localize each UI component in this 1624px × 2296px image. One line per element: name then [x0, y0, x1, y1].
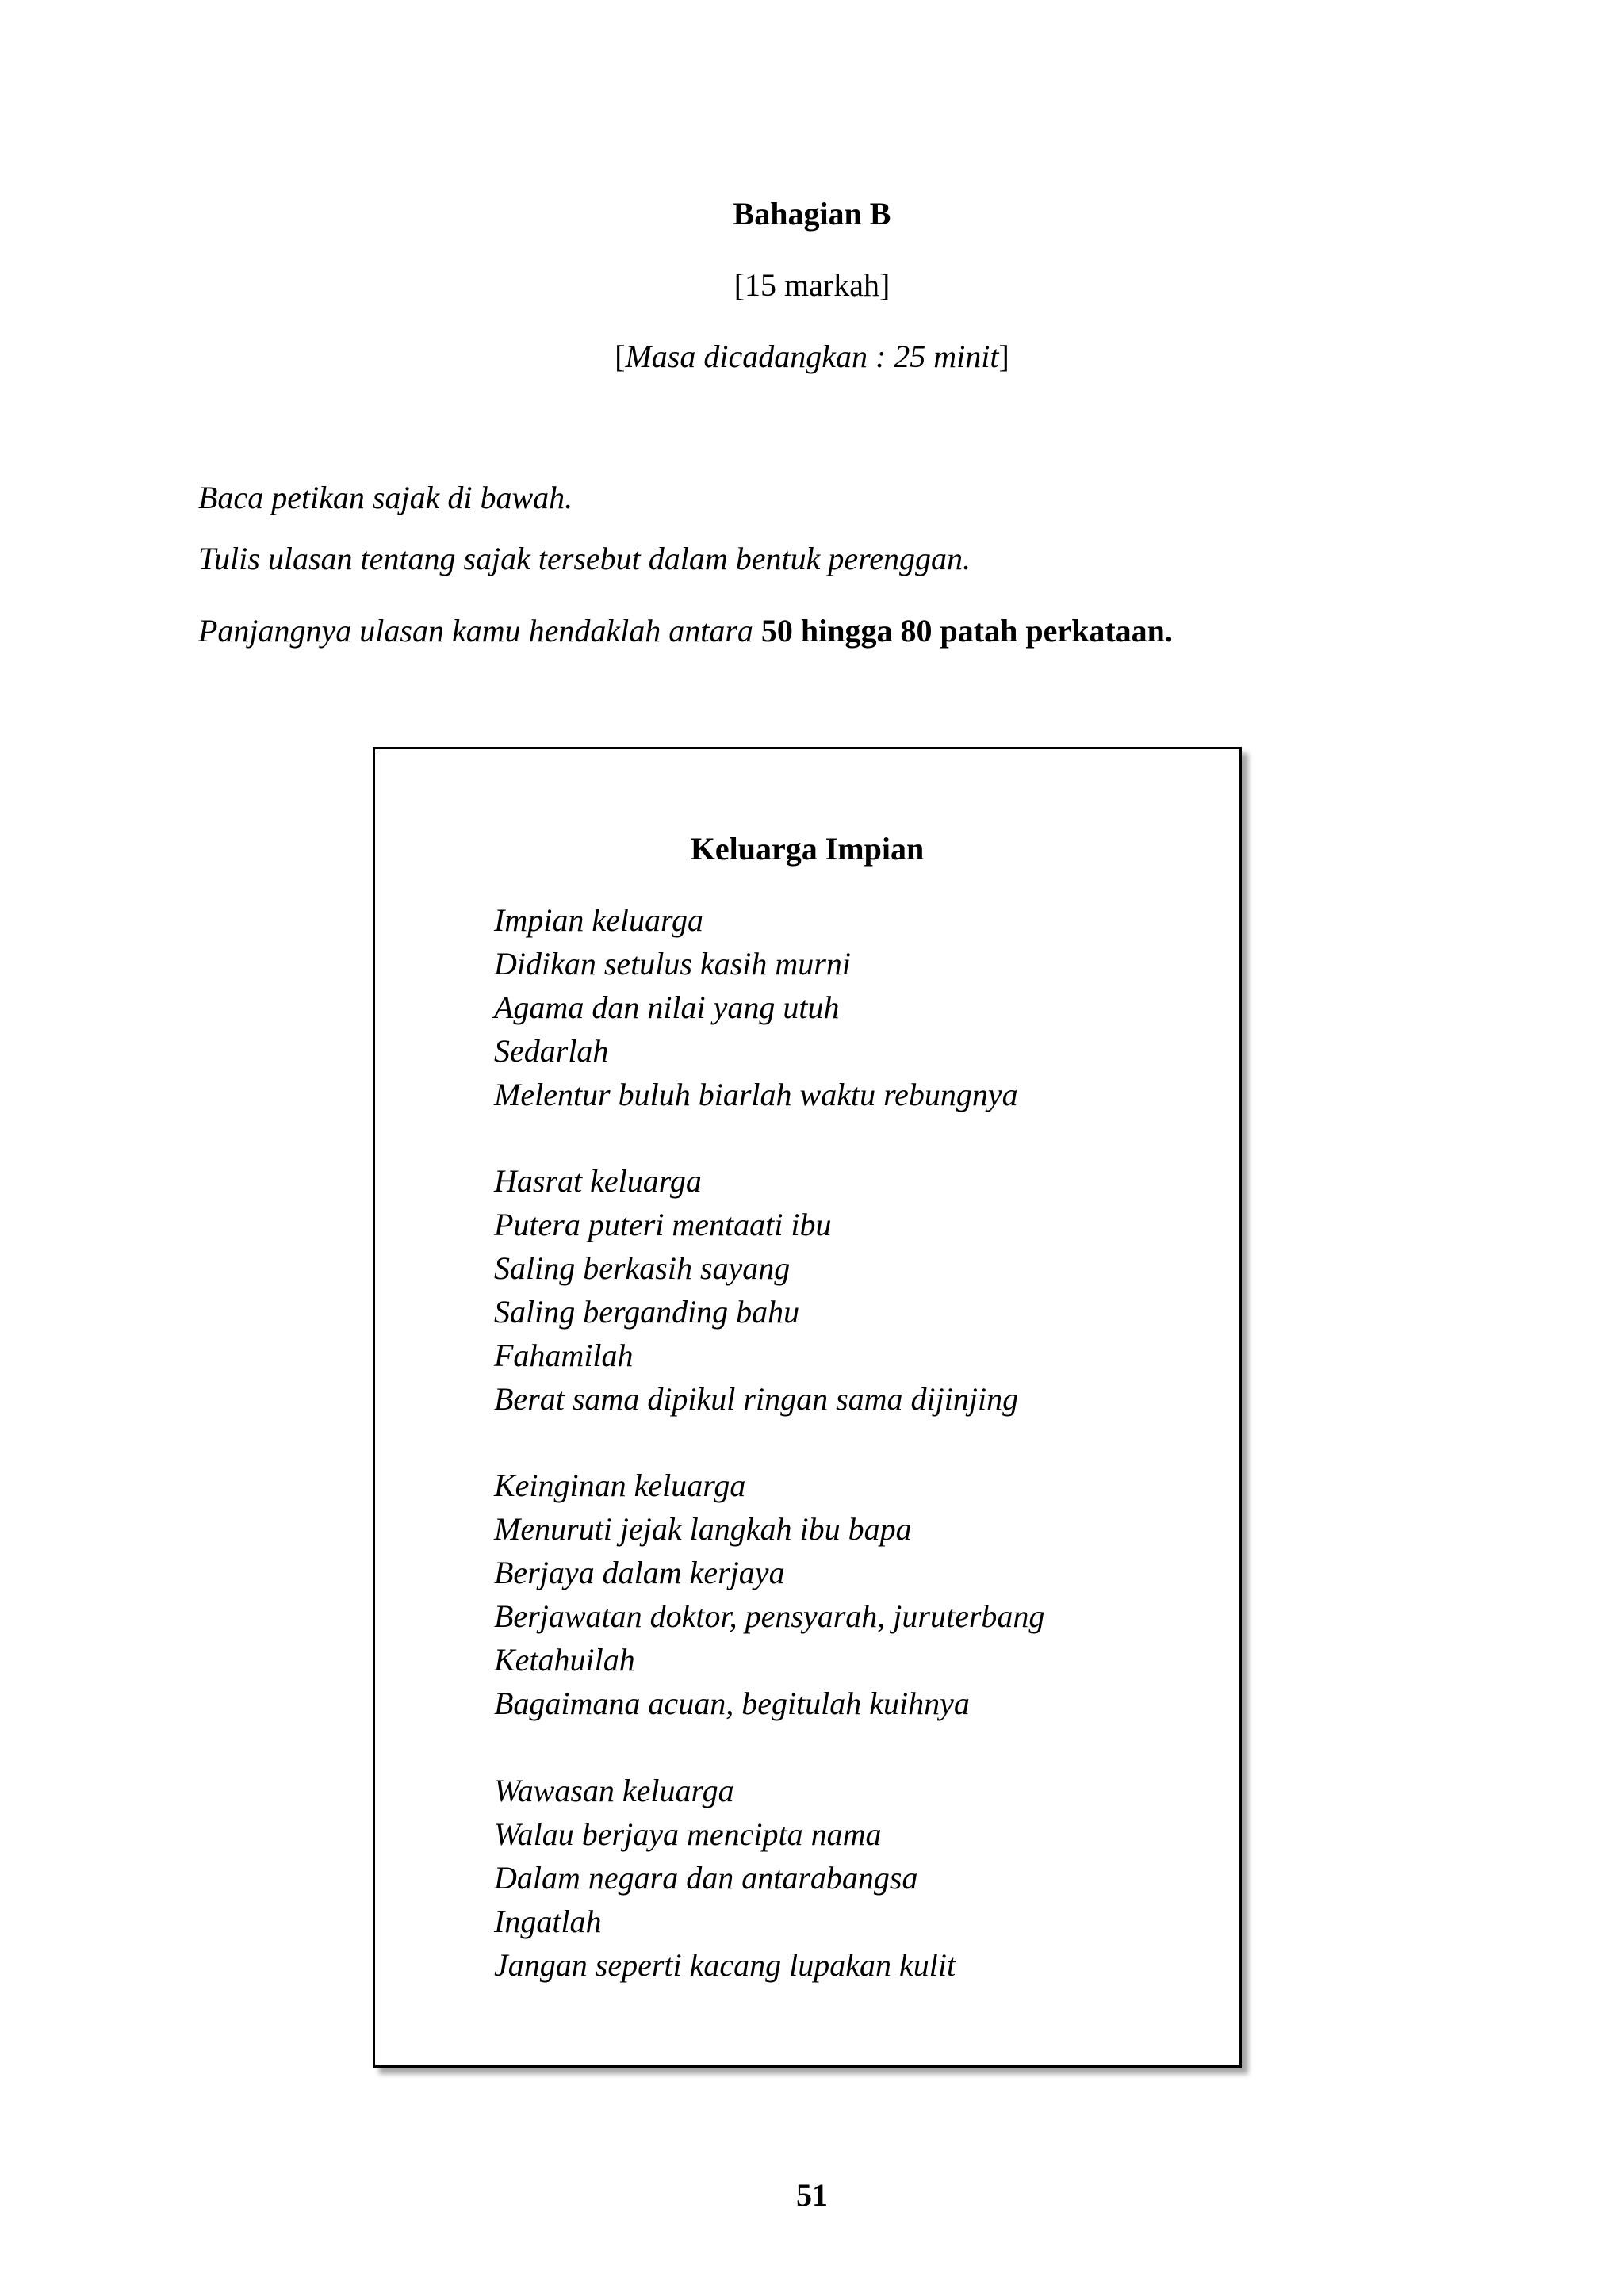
poem-title: Keluarga Impian: [690, 831, 925, 867]
poem-line: Didikan setulus kasih murni: [494, 946, 851, 982]
instruction-write: Tulis ulasan tentang sajak tersebut dalam bentuk perenggan.: [198, 541, 971, 576]
poem-line: Ketahuilah: [494, 1642, 635, 1678]
suggested-time-close-bracket: ]: [998, 339, 1009, 374]
suggested-time-text: Masa dicadangkan : 25 minit: [625, 339, 999, 374]
marks-label: [15 markah]: [733, 267, 891, 303]
poem-line: Putera puteri mentaati ibu: [494, 1207, 832, 1242]
poem-line: Dalam negara dan antarabangsa: [494, 1860, 918, 1896]
poem-line: Keinginan keluarga: [494, 1468, 746, 1503]
suggested-time: [0, 338, 1624, 375]
section-title: Bahagian B: [733, 196, 891, 232]
poem-line: Jangan seperti kacang lupakan kulit: [494, 1947, 956, 1983]
page-number: 51: [796, 2177, 828, 2213]
poem-stanza-2: [494, 1159, 1018, 1421]
poem-line: Menuruti jejak langkah ibu bapa: [494, 1511, 912, 1547]
poem-line: Melentur buluh biarlah waktu rebungnya: [494, 1077, 1018, 1112]
poem-line: Ingatlah: [494, 1904, 602, 1939]
poem-line: Saling berkasih sayang: [494, 1250, 791, 1286]
poem-line: Berat sama dipikul ringan sama dijinjing: [494, 1381, 1019, 1417]
instruction-read: Baca petikan sajak di bawah.: [198, 480, 573, 515]
instruction-length-words: 50 hingga 80 patah perkataan.: [760, 613, 1173, 649]
poem-line: Berjaya dalam kerjaya: [494, 1555, 785, 1590]
poem-line: Saling berganding bahu: [494, 1294, 800, 1330]
poem-line: Agama dan nilai yang utuh: [494, 989, 840, 1025]
suggested-time-open-bracket: [: [615, 339, 626, 374]
instruction-length: [198, 612, 1173, 649]
instruction-length-text: Panjangnya ulasan kamu hendaklah antara: [198, 613, 761, 649]
poem-line: Walau berjaya mencipta nama: [494, 1816, 882, 1852]
poem-line: Bagaimana acuan, begitulah kuihnya: [494, 1686, 970, 1721]
poem-line: Impian keluarga: [494, 902, 704, 938]
poem-stanza-3: [494, 1464, 1044, 1725]
poem-line: Wawasan keluarga: [494, 1773, 734, 1808]
poem-line: Berjawatan doktor, pensyarah, juruterbang: [494, 1598, 1045, 1634]
poem-line: Fahamilah: [494, 1337, 634, 1373]
poem-line: Sedarlah: [494, 1033, 609, 1069]
poem-box: [373, 747, 1242, 2068]
poem-stanza-4: [494, 1769, 956, 1987]
poem-stanza-1: [494, 898, 1018, 1116]
poem-line: Hasrat keluarga: [494, 1163, 702, 1199]
